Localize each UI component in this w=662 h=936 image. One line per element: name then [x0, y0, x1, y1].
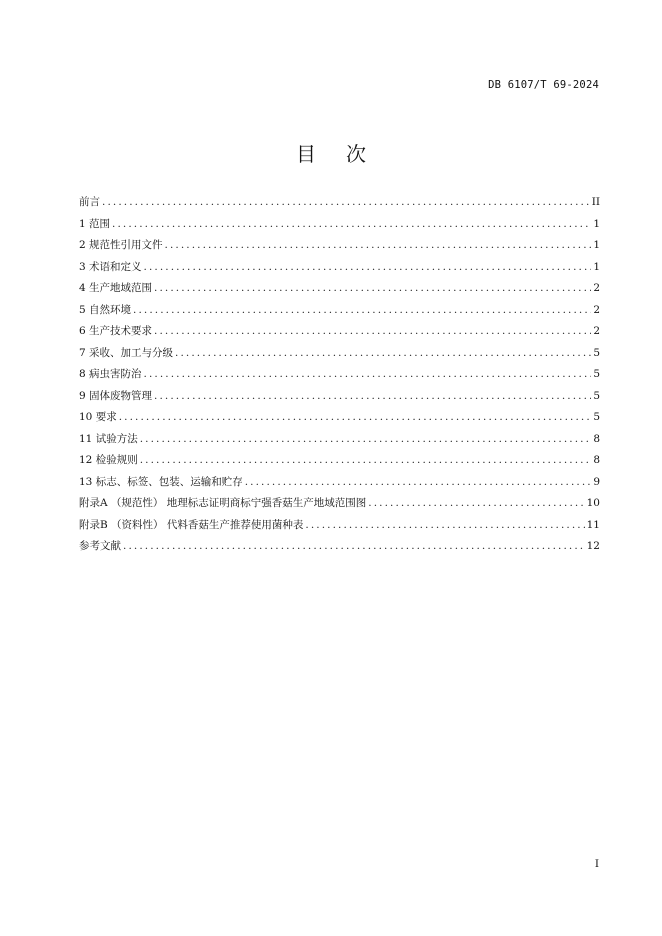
toc-entry-8[interactable]	[79, 364, 600, 386]
toc-entry-13[interactable]	[79, 472, 600, 494]
toc-leader-dots	[144, 257, 592, 279]
toc-leader-dots	[140, 429, 592, 451]
toc-entry-6[interactable]	[79, 321, 600, 343]
toc-entry-label: 参考文献	[79, 540, 121, 552]
toc-title	[0, 138, 662, 167]
toc-leader-dots	[119, 407, 592, 429]
toc-entry-7[interactable]	[79, 343, 600, 365]
toc-entry-appendix-a[interactable]	[79, 493, 600, 515]
toc-entry-label: 1 范围	[79, 217, 111, 230]
toc-leader-dots	[144, 364, 592, 386]
toc-entry-page: 10	[586, 497, 600, 509]
toc-leader-dots	[140, 450, 592, 472]
toc-entry-page: 5	[593, 368, 600, 380]
toc-entry-label: 4 生产地域范围	[79, 282, 153, 294]
toc-title-char-1: 目	[296, 142, 316, 166]
toc-leader-dots	[368, 493, 584, 515]
toc-entry-page: 1	[593, 260, 600, 273]
toc-leader-dots	[112, 214, 591, 236]
toc-entry-label: 6 生产技术要求	[79, 325, 153, 337]
toc-leader-dots	[165, 235, 592, 257]
toc-entry-page: 1	[593, 239, 600, 251]
toc-entry-label: 7 采收、加工与分级	[79, 346, 174, 359]
toc-entry-foreword[interactable]	[79, 192, 600, 214]
toc-leader-dots	[154, 321, 591, 343]
toc-entry-page: 12	[586, 540, 600, 552]
toc-leader-dots	[133, 300, 591, 322]
toc-entry-page: 1	[593, 217, 600, 230]
toc-entry-label: 2 规范性引用文件	[79, 239, 163, 251]
toc-leader-dots	[123, 536, 585, 558]
toc-entry-page: 5	[593, 346, 600, 359]
toc-entry-label: 13 标志、标签、包装、运输和贮存	[79, 475, 243, 488]
toc-entry-4[interactable]	[79, 278, 600, 300]
toc-entry-page: 8	[593, 432, 600, 445]
toc-entry-5[interactable]	[79, 300, 600, 322]
toc-entry-page: 2	[593, 282, 600, 294]
toc-entry-page: 8	[593, 454, 600, 466]
toc-entry-label: 3 术语和定义	[79, 260, 142, 273]
page-number: I	[594, 858, 599, 870]
toc-entry-label: 11 试验方法	[79, 432, 138, 445]
toc-leader-dots	[154, 386, 591, 408]
toc-entry-page: II	[591, 196, 600, 208]
toc-entry-2[interactable]	[79, 235, 600, 257]
toc-entry-page: 5	[593, 411, 600, 423]
toc-entry-label: 9 固体废物管理	[79, 389, 153, 402]
toc-entry-label: 10 要求	[79, 411, 117, 423]
toc-entry-page: 2	[593, 325, 600, 337]
toc-entry-label: 8 病虫害防治	[79, 368, 142, 380]
toc-entry-page: 5	[593, 389, 600, 402]
toc-entry-1[interactable]	[79, 214, 600, 236]
toc-title-char-2: 次	[346, 142, 366, 166]
toc-entry-9[interactable]	[79, 386, 600, 408]
toc-leader-dots	[245, 472, 592, 494]
toc-entry-11[interactable]	[79, 429, 600, 451]
toc-leader-dots	[175, 343, 591, 365]
toc-entry-label: 12 检验规则	[79, 454, 138, 466]
toc-entry-page: 11	[586, 518, 600, 531]
document-code: DB 6107/T 69-2024	[488, 79, 599, 91]
toc-entry-appendix-b[interactable]	[79, 515, 600, 537]
toc-leader-dots	[102, 192, 590, 214]
toc-entry-page: 9	[593, 475, 600, 488]
toc-entry-label: 附录A （规范性） 地理标志证明商标宁强香菇生产地域范围图	[79, 497, 367, 509]
toc-entry-3[interactable]	[79, 257, 600, 279]
toc-leader-dots	[305, 515, 584, 537]
toc-entry-label: 附录B （资料性） 代料香菇生产推荐使用菌种表	[79, 518, 304, 531]
toc-list	[79, 192, 600, 558]
toc-leader-dots	[154, 278, 591, 300]
toc-entry-label: 前言	[79, 196, 100, 208]
toc-entry-12[interactable]	[79, 450, 600, 472]
toc-entry-label: 5 自然环境	[79, 303, 132, 316]
toc-entry-references[interactable]	[79, 536, 600, 558]
toc-entry-page: 2	[593, 303, 600, 316]
toc-entry-10[interactable]	[79, 407, 600, 429]
